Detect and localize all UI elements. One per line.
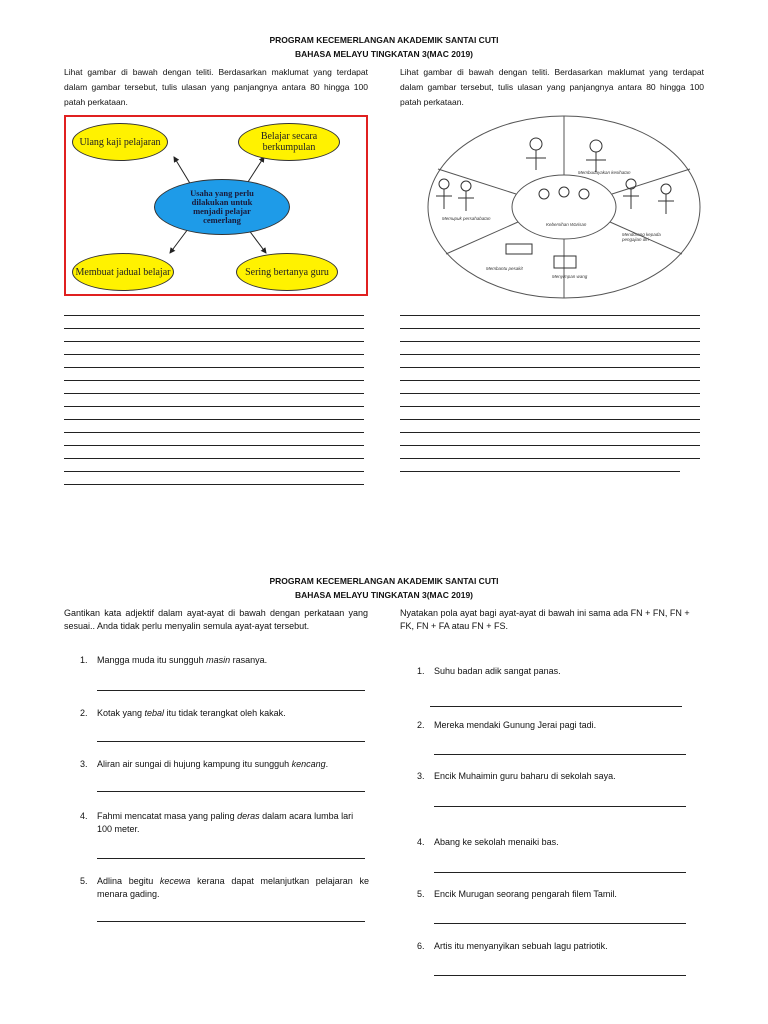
answer-line-left-3[interactable] (97, 791, 365, 792)
text-before: Aliran air sungai di hujung kampung itu sungguh (97, 759, 292, 769)
text-after: itu tidak terangkat oleh kakak. (164, 708, 286, 718)
answer-line-right-4[interactable] (434, 872, 686, 873)
question-text: Mereka mendaki Gunung Jerai pagi tadi. (434, 720, 597, 730)
page-header-bottom (0, 574, 768, 602)
answer-line-right-1[interactable] (430, 706, 682, 707)
picture-label-5: Menyimpan wang (552, 274, 588, 279)
adjective-word: deras (237, 811, 260, 821)
text-after: . (325, 759, 329, 769)
answer-lines-right-top[interactable] (400, 303, 700, 472)
text-before: Fahmi mencatat masa yang paling (97, 811, 238, 821)
question-text: Abang ke sekolah menaiki bas. (434, 837, 559, 847)
text-before: Mangga muda itu sungguh (97, 655, 207, 665)
question-text (97, 654, 367, 667)
answer-line-left-4[interactable] (97, 858, 365, 859)
answer-line-right-2[interactable] (434, 754, 686, 755)
adjective-word: tebal (144, 708, 165, 718)
header-subtitle: BAHASA MELAYU TINGKATAN 3(MAC 2019) (294, 49, 474, 59)
question-number: 2. (80, 708, 88, 718)
question-number: 4. (417, 837, 425, 847)
answer-line-left-5[interactable] (97, 921, 365, 922)
question-number: 5. (80, 876, 88, 886)
question-text (97, 810, 369, 836)
question-number: 5. (417, 889, 425, 899)
question-number: 1. (417, 666, 425, 676)
instruction-right-bottom: Nyatakan pola ayat bagi ayat-ayat di bawah ini sama ada FN + FN, FN + FK, FN + FA atau FN + FS. (400, 608, 690, 631)
answer-line-left-2[interactable] (97, 741, 365, 742)
concept-map (64, 115, 368, 296)
adjective-word: kencang (291, 759, 326, 769)
question-text (97, 707, 367, 720)
instruction-left-bottom: Gantikan kata adjektif dalam ayat-ayat di bawah dengan perkataan yang sesuai.. Anda tidak perlu menyalin semula ayat-ayat tersebut. (64, 608, 368, 631)
adjective-word: kecewa (159, 876, 191, 886)
picture-label-center: Kebersihan Warisan (546, 222, 587, 227)
question-text (97, 875, 369, 901)
question-text: Artis itu menyanyikan sebuah lagu patriotik. (434, 941, 608, 951)
answer-lines-left-top[interactable] (64, 303, 364, 485)
header-subtitle: BAHASA MELAYU TINGKATAN 3(MAC 2019) (294, 590, 474, 600)
picture-svg (426, 114, 702, 300)
node-top-left: Ulang kaji pelajaran (72, 123, 168, 161)
text-after: rasanya. (230, 655, 268, 665)
question-number: 2. (417, 720, 425, 730)
instruction-left-top: Lihat gambar di bawah dengan teliti. Berdasarkan maklumat yang terdapat dalam gambar tersebut, tulis ulasan yang panjangnya antara 80 hingga 100 patah perkataan. (64, 67, 368, 107)
adjective-word: masin (206, 655, 231, 665)
picture-label-1: Membudayakan kesihatan (578, 170, 631, 175)
answer-line-left-1[interactable] (97, 690, 365, 691)
question-number: 3. (80, 759, 88, 769)
question-number: 1. (80, 655, 88, 665)
picture-label-4: Membantu pesakit (486, 266, 523, 271)
node-bottom-left: Membuat jadual belajar (72, 253, 174, 291)
question-number: 3. (417, 771, 425, 781)
node-center: Usaha yang perlu dilakukan untuk menjadi pelajar cemerlang (154, 179, 290, 235)
picture-label-2: Memupuk persahabatan (442, 216, 491, 221)
question-text (97, 758, 367, 771)
node-top-right: Belajar secara berkumpulan (238, 123, 340, 161)
text-before: Kotak yang (97, 708, 145, 718)
text-after: kerana dapat melanjutkan pelajaran ke menara gading. (97, 876, 369, 899)
header-title: PROGRAM KECEMERLANGAN AKADEMIK SANTAI CUTI (269, 576, 499, 586)
picture-illustration (426, 114, 702, 300)
question-text: Encik Muhaimin guru baharu di sekolah saya. (434, 771, 616, 781)
text-before: Adlina begitu (97, 876, 160, 886)
question-number: 6. (417, 941, 425, 951)
answer-line-right-3[interactable] (434, 806, 686, 807)
text-after: dalam acara lumba lari 100 meter. (97, 811, 354, 834)
node-bottom-right: Sering bertanya guru (236, 253, 338, 291)
answer-line-right-6[interactable] (434, 975, 686, 976)
question-text: Encik Murugan seorang pengarah filem Tamil. (434, 889, 617, 899)
header-title: PROGRAM KECEMERLANGAN AKADEMIK SANTAI CUTI (269, 35, 499, 45)
question-number: 4. (80, 811, 88, 821)
answer-line-right-5[interactable] (434, 923, 686, 924)
picture-label-3: Mendorong kepada pengajian diri (622, 232, 661, 242)
instruction-right-top: Lihat gambar di bawah dengan teliti. Berdasarkan maklumat yang terdapat dalam gambar tersebut, tulis ulasan yang panjangnya antara 80 hingga 100 patah perkataan. (400, 67, 704, 107)
question-text: Suhu badan adik sangat panas. (434, 666, 561, 676)
page-header-top (0, 33, 768, 61)
